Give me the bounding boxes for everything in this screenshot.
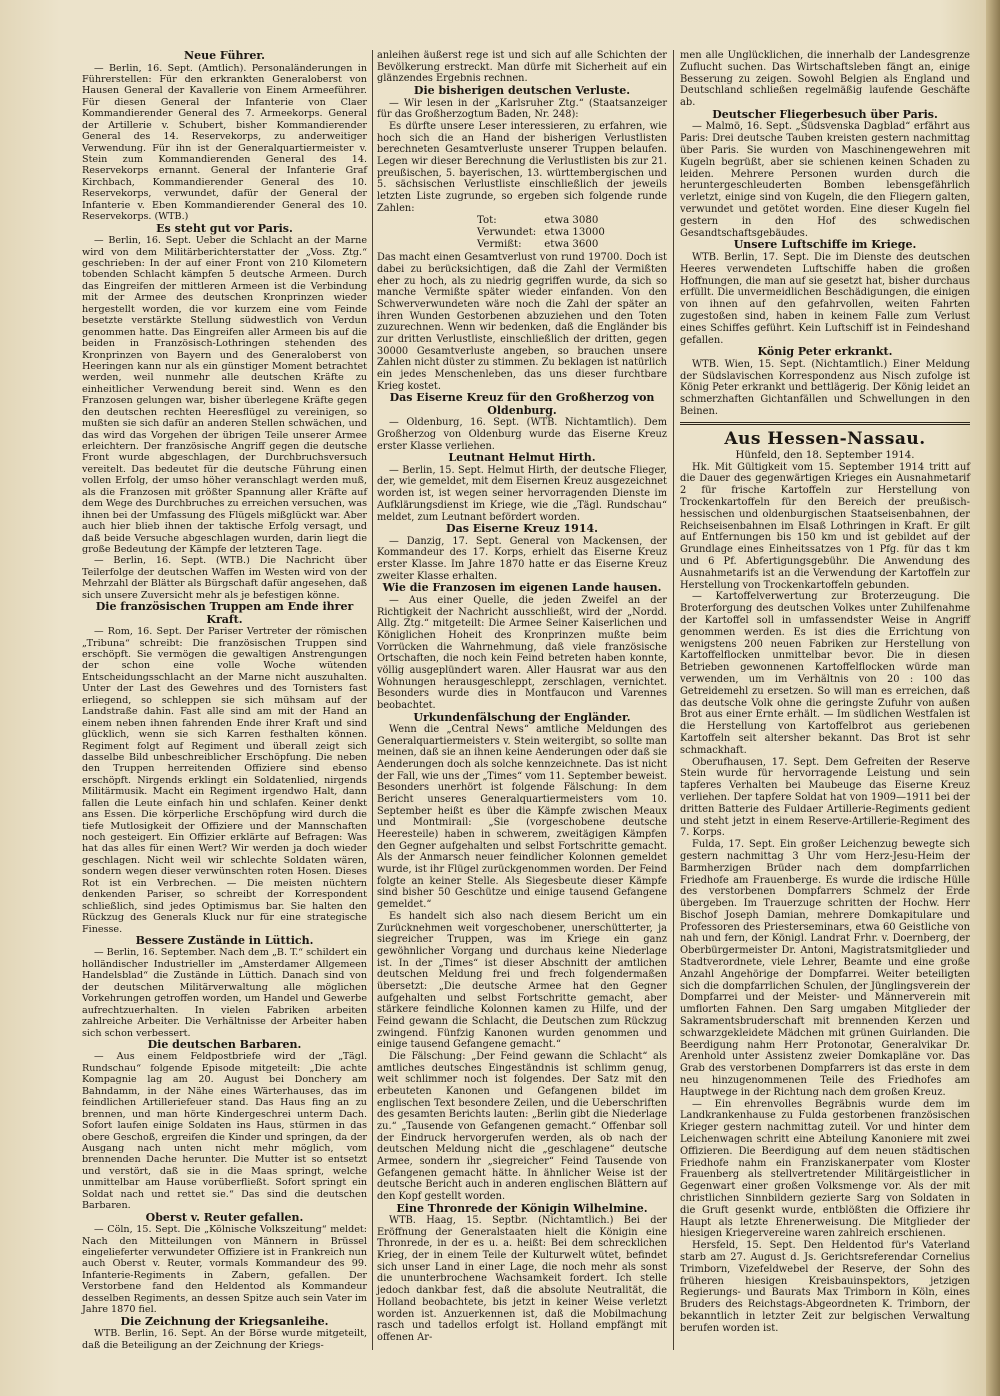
article-paragraph: — Wir lesen in der „Karlsruher Ztg.“ (Staatsanzeiger für das Großherzogtum Baden, Nr. 248):: [377, 97, 667, 121]
column-1: [82, 50, 367, 1351]
column-3: [680, 50, 970, 1335]
article-paragraph: Die Fälschung: „Der Feind gewann die Schlacht“ als amtliches deutsches Eingeständnis ist schlimm genug, weit schlimmer noch ist folgendes. Der Satz mit den erbeuteten Kanonen und Gefangenen bildet im englischen Text besondere Zeilen, und die Ueberschriften des gesamten Berichts lauten: „Berlin gibt die Niederlage zu.“ „Tausende von Gefangenen gemacht.“ Offenbar soll der Eindruck hervorgerufen werden, als ob nach der deutschen Meldung nicht die „geschlagene“ deutsche Armee, sondern ihr „siegreicher“ Feind Tausende von Gefangenen gemacht hätte. In ähnlicher Weise ist der deutsche Bericht auch in anderen englischen Blättern auf den Kopf gestellt worden.: [377, 1050, 667, 1202]
article-paragraph: Es dürfte unsere Leser interessieren, zu erfahren, wie hoch sich die an Hand der bisherigen Verlustlisten berechneten Gesamtverluste unserer Truppen belaufen. Legen wir dieser Berechnung die Verlustlisten bis zur 21. preußischen, 5. bayerischen, 13. württembergischen und 5. sächsischen Verlustliste einschließlich der jeweils letzten Liste zugrunde, so ergeben sich folgende runde Zahlen:: [377, 120, 667, 214]
article-paragraph: — Rom, 16. Sept. Der Pariser Vertreter der römischen „Tribuna“ schreibt: Die französischen Truppen sind erschöpft. Sie vermögen die gewaltigen Anstrengungen der schon eine volle Woche wütenden Entscheidungsschlacht an der Marne nicht auszuhalten. Unter der Last des Gewehres und des Tornisters fast erliegend, so schleppen sie sich mühsam auf der Landstraße dahin. Fast alle sind am mit der Hand an einem neben ihnen fahrenden Ende ihrer Kraft und sind glücklich, wenn sie sich Karren festhalten können. Regiment folgt auf Regiment und überall zeigt sich dasselbe Bild unbeschreiblicher Erschöpfung. Die neben den Truppen herreitenden Offiziere sind ebenso erschöpft. Nirgends erklingt ein Soldatenlied, nirgends Militärmusik. Macht ein Regiment irgendwo Halt, dann fallen die Leute einfach hin und schlafen. Keiner denkt ans Essen. Die körperliche Erschöpfung wird durch die tiefe Mutlosigkeit der Offiziere und der Mannschaften noch gesteigert. Ein Offizier erklärte auf Befragen: Was hat das alles für einen Wert? Wir werden ja doch wieder geschlagen. Nicht weil wir schlechte Soldaten wären, sondern wegen dieser verwünschten roten Hosen. Dieses Rot ist ein Verbrechen. — Die meisten nüchtern denkenden Pariser, so schreibt der Korrespondent schließlich, sind jedes Optimismus bar. Sie halten den Rückzug des Generals Kluck nur für eine strategische Finesse.: [82, 626, 367, 935]
article-paragraph: — Kartoffelverwertung zur Broterzeugung. Die Broterforgung des deutschen Volkes unter Zuhilfenahme der Kartoffel soll in umfassendster Weise in Angriff genommen werden. Es ist dies die Errichtung von wenigstens 200 neuen Fabriken zur Herstellung von Kartoffelflocken unmittelbar bevor. Die in diesen Betrieben gewonnenen Kartoffelflocken würde man verwenden, um im Verhältnis von 20 : 100 das Getreidemehl zu ersetzen. So will man es erreichen, daß das deutsche Volk ohne die geringste Zufuhr von außen Brot aus einer Ernte erhält. — Im südlichen Westfalen ist die Herstellung von Kartoffelbrot aus geriebenen Kartoffeln seit altersher bekannt. Das Brot ist sehr schmackhaft.: [680, 591, 970, 756]
loss-value: etwa 13000: [544, 227, 605, 239]
article-paragraph: — Berlin, 15. Sept. Helmut Hirth, der deutsche Flieger, der, wie gemeldet, mit dem Eisernen Kreuz ausgezeichnet worden ist, ist wegen seiner hervorragenden Dienste im Aufklärungsdienst im Kriege, wie die „Tägl. Rundschau“ meldet, zum Leutnant befördert worden.: [377, 464, 667, 523]
article-headline: Leutnant Helmut Hirth.: [448, 451, 596, 465]
article-paragraph: WTB. Haag, 15. Septbr. (Nichtamtlich.) Bei der Eröffnung der Generalstaaten hielt die Königin eine Thronrede, in der es u. a. heißt: Bei dem schrecklichen Krieg, der in einem Teile der Kulturwelt wütet, befindet sich unser Land in einer Lage, die noch mehr als sonst die ununterbrochene Wachsamkeit fordert. Ich stelle jedoch dankbar fest, daß die absolute Neutralität, die Holland beobachtete, bis jetzt in keiner Weise verletzt worden ist. Anzuerkennen ist, daß die Mobilmachung rasch und tadellos erfolgt ist. Holland empfängt mit offenen Ar-: [377, 1215, 667, 1343]
loss-value: etwa 3080: [544, 215, 599, 227]
region-heading: Aus Hessen-Nassau.: [724, 428, 926, 449]
article-paragraph: Wenn die „Central News“ amtliche Meldungen des Generalquartiermeisters v. Stein weitergibt, so sollte man meinen, daß sie an ihnen keine Aenderungen oder daß sie Aenderungen doch als solche kennzeichnete. Das ist nicht der Fall, wie uns der „Times“ vom 11. September beweist. Besonders unerhört ist folgende Fälschung: In dem Bericht unseres Generalquartiermeisters vom 10. September heißt es über die Kämpfe zwischen Meaux und Montmirail: „Sie (vorgeschobene deutsche Heeresteile) haben in schwerem, zweitägigen Kämpfen den Gegner aufgehalten und selbst Fortschritte gemacht. Als der Anmarsch neuer feindlicher Kolonnen gemeldet wurde, ist ihr Flügel zurückgenommen worden. Der Feind folgte an keiner Stelle. Als Siegesbeute dieser Kämpfe sind bisher 50 Geschütze und einige tausend Gefangene gemeldet.“: [377, 724, 667, 911]
losses-table: [477, 215, 613, 251]
article-paragraph: — Berlin, 16. September. Nach dem „B. T.“ schildert ein holländischer Industrieller im „Amsterdamer Allgemeen Handelsblad“ die Zustände in Lüttich. Danach sind von der deutschen Militärverwaltung alle möglichen Vorkehrungen getroffen worden, um Handel und Gewerbe aufrechtzuerhalten. In vielen Fabriken arbeiten zahlreiche Arbeiter. Die Verhältnisse der Arbeiter haben sich schon verbessert.: [82, 947, 367, 1039]
article-headline: Die Zeichnung der Kriegsanleihe.: [120, 1314, 329, 1328]
article-paragraph: Hk. Mit Gültigkeit vom 15. September 1914 tritt auf die Dauer des gegenwärtigen Krieges ein Ausnahmetarif 2 für frische Kartoffeln zur Herstellung von Trockenkartoffeln für den Bereich der preußisch-hessischen und oldenburgischen Staatseisenbahnen, der Reichseisenbahnen im Elsaß Lothringen in Kraft. Er gilt auf Entfernungen bis 150 km und ist gebildet auf der Grundlage eines Einheitssatzes von 1 Pfg. für das t km und 6 Pf. Abfertigungsgebühr. Die Anwendung des Ausnahmetarifs ist an die Verwendung der Kartoffeln zur Herstellung von Trockenkartoffeln gebunden.: [680, 461, 970, 591]
article-headline: Bessere Zustände in Lüttich.: [135, 933, 314, 947]
loss-value: etwa 3600: [544, 239, 599, 251]
column-rule: [673, 50, 674, 1350]
article-paragraph: WTB. Berlin, 16. Sept. An der Börse wurde mitgeteilt, daß die Beteiligung an der Zeichnung der Kriegs-: [82, 1328, 367, 1351]
loss-label: Vermißt:: [477, 239, 522, 251]
article-headline: Eine Thronrede der Königin Wilhelmine.: [396, 1201, 648, 1215]
article-headline: Das Eiserne Kreuz für den Großherzog von Oldenburg.: [389, 391, 655, 417]
article-headline: Die französischen Truppen am Ende ihrer Kraft.: [95, 600, 354, 626]
article-paragraph: — Berlin, 16. Sept. Ueber die Schlacht an der Marne wird von dem Militärberichterstatter der „Voss. Ztg.“ geschrieben: In der auf einer Front von 210 Kilometern tobenden Schlacht kämpfen 5 deutsche Armeen. Durch das Eingreifen der mittleren Armeen ist die Verbindung mit der Armee des deutschen Kronprinzen wieder hergestellt worden, die vor kurzem eine vom Feinde besetzte verstärkte Stellung südwestlich von Verdun genommen hatte. Das Eingreifen aller Armeen bis auf die beiden in Französisch-Lothringen stehenden des Kronprinzen von Bayern und des Generaloberst von Heeringen kann nur als ein günstiger Moment betrachtet werden, weil nunmehr alle deutschen Kräfte zu einheitlicher Verwendung bereit sind. Wenn es den Franzosen gelungen war, bisher überlegene Kräfte gegen den deutschen rechten Heeresflügel zu vereinigen, so mußten sie sich dafür an anderen Stellen schwächen, und das wird das Vorgehen der übrigen Teile unserer Armee erleichtern. Der französische Angriff gegen die deutsche Front wurde abgeschlagen, der Durchbruchsversuch vereitelt. Das bedeutet für die deutsche Führung einen vollen Erfolg, der umso höher veranschlagt werden muß, als die Franzosen mit größter Spannung aller Kräfte auf dem Wege des Durchbruches zu erreichen versuchen, was ihnen bei der Umfassung des Flügels mißglückt war. Aber auch hier blieb ihnen der taktische Erfolg versagt, und daß beide Versuche abgeschlagen wurden, darin liegt die große Bedeutung der Kämpfe der letzteren Tage.: [82, 235, 367, 555]
region-dateline: Hünfeld, den 18. September 1914.: [735, 449, 915, 461]
article-paragraph: — Aus einem Feldpostbriefe wird der „Tägl. Rundschau“ folgende Episode mitgeteilt: „Die achte Kompagnie lag am 20. August bei Donchery am Bahndamm, in der Nähe eines Wärterhauses, das im feindlichen Artilleriefeuer stand. Das Haus fing an zu brennen, und man hörte Kindergeschrei unterm Dach. Sofort laufen einige Soldaten ins Haus, stürmen in das obere Geschoß, ergreifen die Kinder und springen, da der Ausgang nach unten nicht mehr möglich, vom brennenden Dache herunter. Die Mutter ist so entsetzt und verstört, daß sie in die Maas springt, welche unmittelbar am Hause vorüberfließt. Sofort springt ein Soldat nach und rettet sie.“ Das sind die deutschen Barbaren.: [82, 1051, 367, 1212]
article-paragraph: Hersfeld, 15. Sept. Den Heldentod für's Vaterland starb am 27. August d. Js. Gerichtsreferendar Cornelius Trimborn, Vizefeldwebel der Reserve, der Sohn des früheren hiesigen Kreisbauinspektors, jetzigen Regierungs- und Baurats Max Trimborn in Köln, eines Bruders des Reichstags-Abgeordneten K. Trimborn, der bekanntlich in letzter Zeit zur belgischen Verwaltung berufen worden ist.: [680, 1240, 970, 1334]
article-paragraph: — Ein ehrenvolles Begräbnis wurde dem im Landkrankenhause zu Fulda gestorbenen französischen Krieger gestern nachmittag zuteil. Vor und hinter dem Leichenwagen schritt eine Abteilung Kanoniere mit zwei Offizieren. Die Beerdigung auf dem neuen städtischen Friedhofe nahm ein Franziskanerpater vom Kloster Frauenberg als stellvertretender Militärgeistlicher in Gegenwart einer großen Volksmenge vor. Als der mit christlichen Sinnbildern gezierte Sarg von Soldaten in die Gruft gesenkt wurde, entblößten die Offiziere ihr Haupt als letzte Ehrenerweisung. Die Mitglieder der hiesigen Kriegervereine waren zahlreich erschienen.: [680, 1098, 970, 1240]
article-paragraph: Es handelt sich also nach diesem Bericht um ein Zurücknehmen weit vorgeschobener, unerschütterter, ja siegreicher Truppen, was im Kriege ein ganz gewöhnlicher Vorgang und durchaus keine Niederlage ist. In der „Times“ ist dieser Abschnitt der amtlichen deutschen Meldung frei und frech folgendermaßen übersetzt: „Die deutsche Armee hat den Gegner aufgehalten und selbst Fortschritte gemacht, aber stärkere feindliche Kolonnen kamen zu Hilfe, und der Feind gewann die Schlacht, die Deutschen zum Rückzug zwingend. Fünfzig Kanonen wurden genommen und einige tausend Gefangene gemacht.“: [377, 910, 667, 1051]
article-paragraph: — Aus einer Quelle, die jeden Zweifel an der Richtigkeit der Nachricht ausschließt, wird der „Nordd. Allg. Ztg.“ mitgeteilt: Die Armee Seiner Kaiserlichen und Königlichen Hoheit des Kronprinzen mußte beim Vorrücken die Wahrnehmung, daß viele französische Ortschaften, die noch kein Feind betreten haben konnte, völlig ausgeplündert waren. Aller Hausrat war aus den Wohnungen herausgeschleppt, zerschlagen, vernichtet. Besonders wurde dies in Montfaucon und Varennes beobachtet.: [377, 594, 667, 711]
article-headline: Neue Führer.: [184, 49, 265, 62]
article-paragraph: Fulda, 17. Sept. Ein großer Leichenzug bewegte sich gestern nachmittag 3 Uhr vom Herz-Jesu-Heim der Barmherzigen Brüder nach dem dompfarrlichen Friedhofe am Frauenberge. Es wurde die irdische Hülle des verstorbenen Dompfarrers Schmelz der Erde übergeben. Im Trauerzuge schritten der Hochw. Herr Bischof Joseph Damian, mehrere Domkapitulare und Professoren des Priesterseminars, etwa 60 Geistliche von nah und fern, der Königl. Landrat Frhr. v. Doernberg, der Oberbürgermeister Dr. Antoni, Magistratsmitglieder und Stadtverordnete, viele Lehrer, Beamte und eine große Anzahl Angehörige der Dompfarrei. Weiter beteiligten sich die dompfarrlichen Schulen, der Jünglingsverein der Dompfarrei und der Meister- und Männerverein mit umflorten Fahnen. Den Sarg umgaben Mitglieder der Sakramentsbruderschaft mit brennenden Kerzen und schwarzgekleidete Mädchen mit grünen Guirlanden. Die Beerdigung nahm Herr Protonotar, Generalvikar Dr. Arenhold unter Assistenz zweier Domkapläne vor. Das Grab des verstorbenen Dompfarrers ist das erste in dem neu hinzugenommenen Teile des Friedhofes am Hauptwege in der Richtung nach dem großen Kreuz.: [680, 839, 970, 1098]
article-paragraph: WTB. Berlin, 17. Sept. Die im Dienste des deutschen Heeres verwendeten Luftschiffe haben die großen Hoffnungen, die man auf sie gesetzt hat, bisher durchaus erfüllt. Die unvermeidlichen Beschädigungen, die einigen von ihnen auf den gefahrvollen, weiten Fahrten zugestoßen sind, haben in keinem Falle zum Verlust eines Schiffes geführt. Kein Luftschiff ist in Feindeshand gefallen.: [680, 251, 970, 346]
article-paragraph: — Berlin, 16. Sept. (Amtlich). Personaländerungen in Führerstellen: Für den erkrankten Generaloberst von Hausen General der Kavallerie von Einem Armeeführer. Für diesen General der Infanterie von Claer Kommandierender General des 7. Armeekorps. General der Artillerie v. Schubert, bisher Kommandierender General des 14. Reservekorps, zu anderweitiger Verwendung. Für ihn ist der Generalquartiermeister v. Stein zum Kommandierenden General des 14. Reservekorps ernannt. General der Infanterie Graf Kirchbach, Kommandierender General des 10. Reservekorps, verwundet, dafür der General der Infanterie v. Eben Kommandierender General des 10. Reservekorps. (WTB.): [82, 62, 367, 223]
table-row: [477, 215, 613, 227]
article-paragraph: WTB. Wien, 15. Sept. (Nichtamtlich.) Einer Meldung der Südslavischen Korrespondenz aus Nisch zufolge ist König Peter erkrankt und bettlägerig. Der König leidet an schmerzhaften Gichtanfällen und Schwellungen in den Beinen.: [680, 358, 970, 418]
article-headline: Die deutschen Barbaren.: [147, 1037, 302, 1051]
column-2: [377, 50, 667, 1344]
article-headline: Die bisherigen deutschen Verluste.: [413, 84, 631, 98]
loss-label: Tot:: [477, 215, 497, 227]
article-headline: Das Eiserne Kreuz 1914.: [446, 522, 598, 536]
article-headline: Es steht gut vor Paris.: [156, 221, 293, 235]
article-headline: Urkundenfälschung der Engländer.: [413, 710, 631, 724]
article-headline: König Peter erkrankt.: [757, 345, 893, 359]
loss-label: Verwundet:: [477, 227, 537, 239]
article-headline: Wie die Franzosen im eigenen Lande hausen.: [382, 581, 662, 595]
article-paragraph: men alle Unglücklichen, die innerhalb der Landesgrenze Zuflucht suchen. Das Wirtschaftsleben fängt an, einige Besserung zu zeigen. Sowohl Belgien als England und Deutschland schließen regelmäßig laufende Geschäfte ab.: [680, 50, 970, 109]
article-paragraph: — Oldenburg, 16. Sept. (WTB. Nichtamtlich). Dem Großherzog von Oldenburg wurde das Eiserne Kreuz erster Klasse verliehen.: [377, 417, 667, 452]
column-rule: [372, 50, 373, 1350]
article-paragraph: Oberufhausen, 17. Sept. Dem Gefreiten der Reserve Stein wurde für hervorragende Leistung und sein tapferes Verhalten bei Maubeuge das Eiserne Kreuz verliehen. Der tapfere Soldat hat von 1909—1911 bei der dritten Batterie des Fuldaer Artillerie-Regiments gedient und steht jetzt in einem Reserve-Artillerie-Regiment des 7. Korps.: [680, 756, 970, 839]
article-paragraph: — Berlin, 16. Sept. (WTB.) Die Nachricht über Teilerfolge der deutschen Waffen im Westen wird von der Mehrzahl der Blätter als Bürgschaft dafür angesehen, daß sich unsere Zuversicht mehr als je befestigen könne.: [82, 555, 367, 601]
table-row: [477, 227, 613, 239]
table-row: [477, 239, 613, 251]
article-paragraph: — Malmö, 16. Sept. „Südsvenska Dagblad“ erfährt aus Paris: Drei deutsche Tauben kreisten gestern nachmittag über Paris. Sie wurden von Maschinengewehren mit Kugeln begrüßt, aber sie schienen keinen Schaden zu leiden. Mehrere Personen wurden durch die heruntergeschleuderten Bomben lebensgefährlich verletzt, einige sind von Kugeln, die den Fliegern galten, verwundet und getötet worden. Eine dieser Kugeln fiel gestern in den Hof des schwedischen Gesandtschaftsgebäudes.: [680, 121, 970, 239]
article-paragraph: anleihen äußerst rege ist und sich auf alle Schichten der Bevölkerung erstreckt. Man dürfe mit Sicherheit auf ein glänzendes Ergebnis rechnen.: [377, 50, 667, 85]
section-divider: [680, 422, 970, 425]
article-paragraph: — Danzig, 17. Sept. General von Mackensen, der Kommandeur des 17. Korps, erhielt das Eiserne Kreuz erster Klasse. Im Jahre 1870 hatte er das Eiserne Kreuz zweiter Klasse erhalten.: [377, 535, 667, 582]
article-headline: Oberst v. Reuter gefallen.: [145, 1210, 304, 1224]
page-edge: [986, 0, 1000, 1396]
article-headline: Unsere Luftschiffe im Kriege.: [733, 238, 917, 252]
article-paragraph: Das macht einen Gesamtverlust von rund 19700. Doch ist dabei zu berücksichtigen, daß die Zahl der Vermißten eher zu hoch, als zu niedrig gegriffen wurde, da sich so manche Vermißte später wieder einfanden. Von den Schwerverwundeten wäre noch die Zahl der später an ihren Wunden Gestorbenen abzuziehen und den Toten zuzurechnen. Wenn wir bedenken, daß die Engländer bis zur dritten Verlustliste, einschließlich der dritten, gegen 30000 Gesamtverluste angeben, so brauchen unsere Zahlen nicht düster zu stimmen. Zu beklagen ist natürlich ein jedes Menschenleben, das uns dieser furchtbare Krieg kostet.: [377, 252, 667, 392]
article-paragraph: — Cöln, 15. Sept. Die „Kölnische Volkszeitung“ meldet: Nach den Mitteilungen von Männern in Brüssel eingelieferter verwundeter Offiziere ist in Frankreich nun auch Oberst v. Reuter, vormals Kommandeur des 99. Infanterie-Regiments in Zabern, gefallen. Der Verstorbene fand den Heldentod als Kommandeur desselben Regiments, an dessen Spitze auch sein Vater im Jahre 1870 fiel.: [82, 1224, 367, 1316]
article-headline: Deutscher Fliegerbesuch über Paris.: [712, 107, 938, 121]
